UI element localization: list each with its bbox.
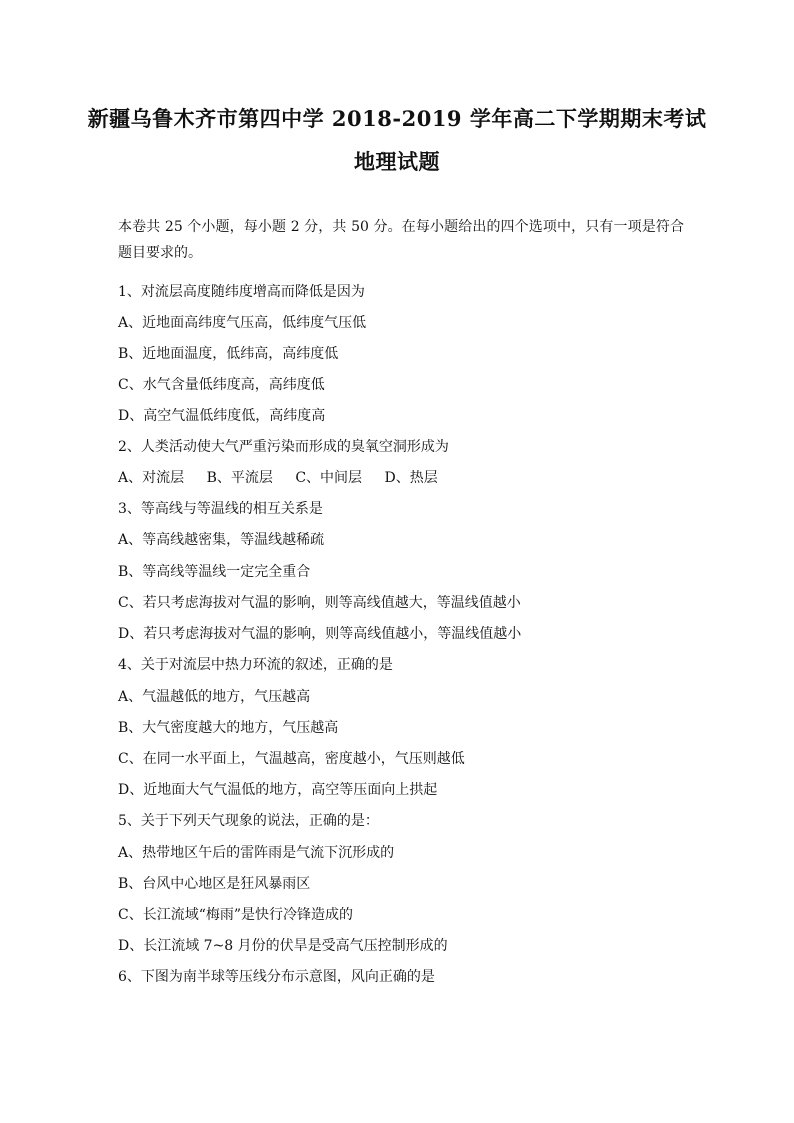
question-1-option-d: D、高空气温低纬度低，高纬度高 — [118, 408, 326, 424]
question-2-stem: 2、人类活动使大气严重污染而形成的臭氧空洞形成为 — [118, 439, 449, 455]
question-5-option-d: D、长江流域 7~8 月份的伏旱是受高气压控制形成的 — [118, 938, 448, 954]
question-6-stem: 6、下图为南半球等压线分布示意图，风向正确的是 — [118, 969, 435, 985]
question-2-option-d: D、热层 — [384, 470, 438, 486]
exam-subtitle: 地理试题 — [354, 149, 440, 174]
question-3-stem: 3、等高线与等温线的相互关系是 — [118, 501, 323, 517]
question-4-option-b: B、大气密度越大的地方，气压越高 — [118, 720, 339, 736]
question-1-option-a: A、近地面高纬度气压高，低纬度气压低 — [118, 315, 367, 331]
question-4-stem: 4、关于对流层中热力环流的叙述，正确的是 — [118, 657, 393, 673]
instructions-paragraph: 本卷共 25 个小题，每小题 2 分，共 50 分。在每小题给出的四个选项中，只有一项是符合题目要求的。 — [118, 219, 684, 261]
question-5-stem: 5、关于下列天气现象的说法，正确的是： — [118, 813, 379, 829]
question-3-option-d: D、若只考虑海拔对气温的影响，则等高线值越小，等温线值越小 — [118, 626, 522, 642]
question-4-option-d: D、近地面大气气温低的地方，高空等压面向上拱起 — [118, 782, 438, 798]
question-2-option-b: B、平流层 — [206, 470, 273, 486]
question-2-option-c: C、中间层 — [295, 470, 363, 486]
question-1-stem: 1、对流层高度随纬度增高而降低是因为 — [118, 284, 365, 300]
question-1-option-c: C、水气含量低纬度高，高纬度低 — [118, 377, 325, 393]
question-4-option-a: A、气温越低的地方，气压越高 — [118, 689, 311, 705]
exam-title: 新疆乌鲁木齐市第四中学 2018-2019 学年高二下学期期末考试 — [87, 106, 707, 131]
question-5-option-c: C、长江流域“梅雨”是快行冷锋造成的 — [118, 907, 354, 923]
question-2-options — [118, 467, 456, 487]
question-5-option-a: A、热带地区午后的雷阵雨是气流下沉形成的 — [118, 845, 395, 861]
question-3-option-b: B、等高线等温线一定完全重合 — [118, 564, 311, 580]
question-1-option-b: B、近地面温度，低纬高，高纬度低 — [118, 346, 339, 362]
question-3-option-a: A、等高线越密集，等温线越稀疏 — [118, 532, 325, 548]
question-4-option-c: C、在同一水平面上，气温越高，密度越小，气压则越低 — [118, 751, 465, 767]
question-2-option-a: A、对流层 — [118, 470, 185, 486]
question-3-option-c: C、若只考虑海拔对气温的影响，则等高线值越大，等温线值越小 — [118, 595, 521, 611]
question-5-option-b: B、台风中心地区是狂风暴雨区 — [118, 876, 311, 892]
